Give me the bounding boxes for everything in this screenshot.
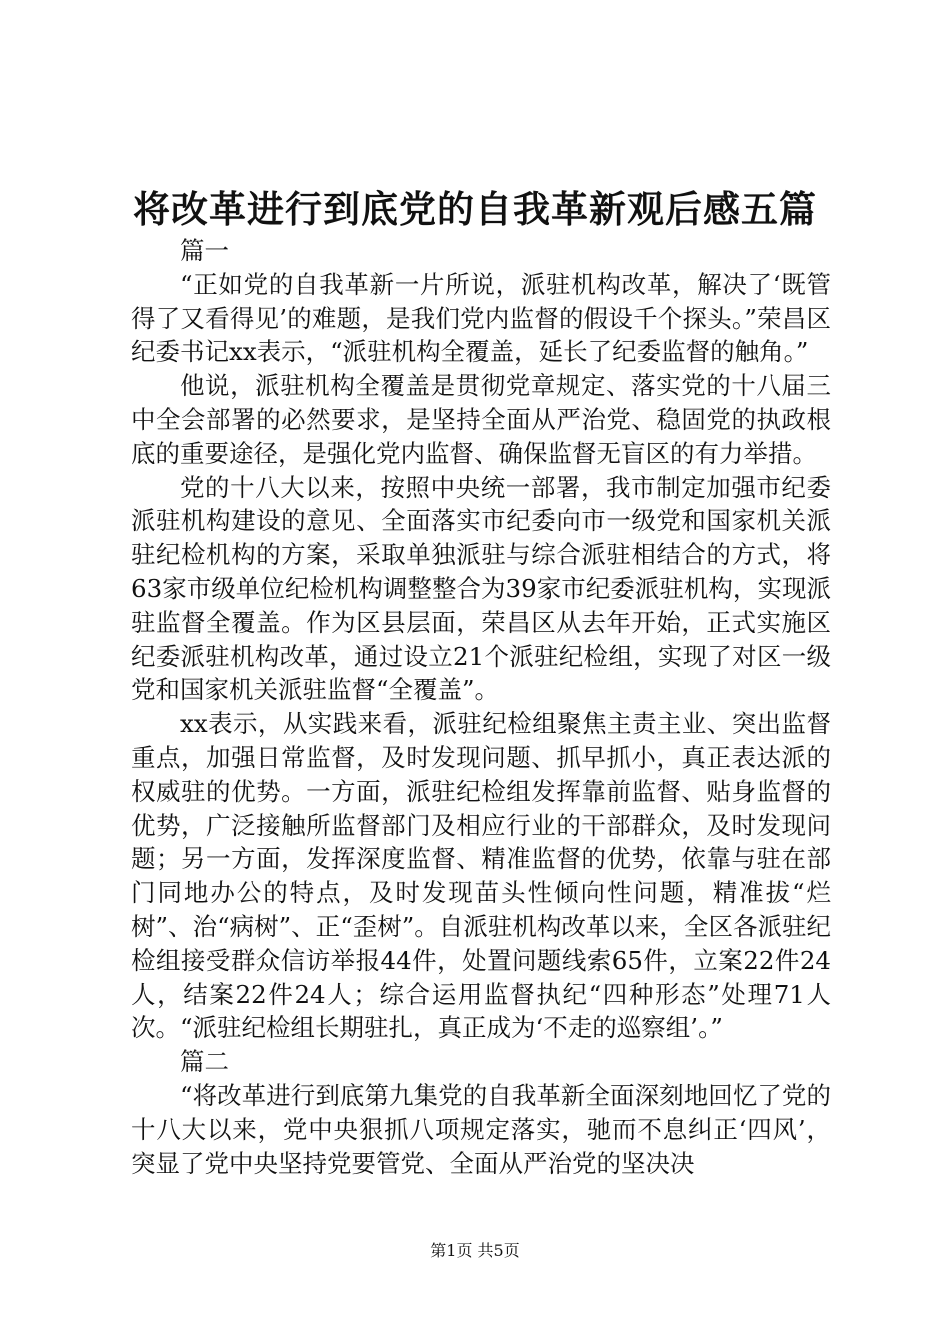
paragraph: “正如党的自我革新一片所说，派驻机构改革，解决了‘既管得了又看得见’的难题，是我们党内监督的假设千个探头。”荣昌区纪委书记xx表示，“派驻机构全覆盖，延长了纪委监督的触角。” <box>131 269 831 367</box>
paragraph: 他说，派驻机构全覆盖是贯彻党章规定、落实党的十八届三中全会部署的必然要求，是坚持全面从严治党、稳固党的执政根底的重要途径，是强化党内监督、确保监督无盲区的有力举措。 <box>131 371 831 468</box>
document-body <box>131 234 831 1180</box>
section-heading-1: 篇一 <box>180 236 229 265</box>
section-heading-2: 篇二 <box>180 1047 229 1077</box>
paragraph: 党的十八大以来，按照中央统一部署，我市制定加强市纪委派驻机构建设的意见、全面落实市纪委向市一级党和国家机关派驻纪检机构的方案，采取单独派驻与综合派驻相结合的方式，将63家市级单位纪检机构调整整合为39家市纪委派驻机构，实现派驻监督全覆盖。作为区县层面，荣昌区从去年开始，正式实施区纪委派驻机构改革，通过设立21个派驻纪检组，实现了对区一级党和国家机关派驻监督“全覆盖”。 <box>131 472 831 705</box>
paragraph: xx表示，从实践来看，派驻纪检组聚焦主责主业、突出监督重点，加强日常监督，及时发现问题、抓早抓小，真正表达派的权威驻的优势。一方面，派驻纪检组发挥靠前监督、贴身监督的优势，广泛接触所监督部门及相应行业的干部群众，及时发现问题；另一方面，发挥深度监督、精准监督的优势，依靠与驻在部门同地办公的特点，及时发现苗头性倾向性问题，精准拔“烂树”、治“病树”、正“歪树”。自派驻机构改革以来，全区各派驻纪检组接受群众信访举报44件，处置问题线索65件，立案22件24人，结案22件24人；综合运用监督执纪“四种形态”处理71人次。“派驻纪检组长期驻扎，真正成为‘不走的巡察组’。” <box>131 709 831 1043</box>
paragraph: “将改革进行到底第九集党的自我革新全面深刻地回忆了党的十八大以来，党中央狠抓八项规定落实，驰而不息纠正‘四风’，突显了党中央坚持党要管党、全面从严治党的坚决决 <box>131 1080 831 1178</box>
page-title: 将改革进行到底党的自我革新观后感五篇 <box>133 187 817 231</box>
page-footer: 第1页 共5页 <box>430 1241 520 1260</box>
